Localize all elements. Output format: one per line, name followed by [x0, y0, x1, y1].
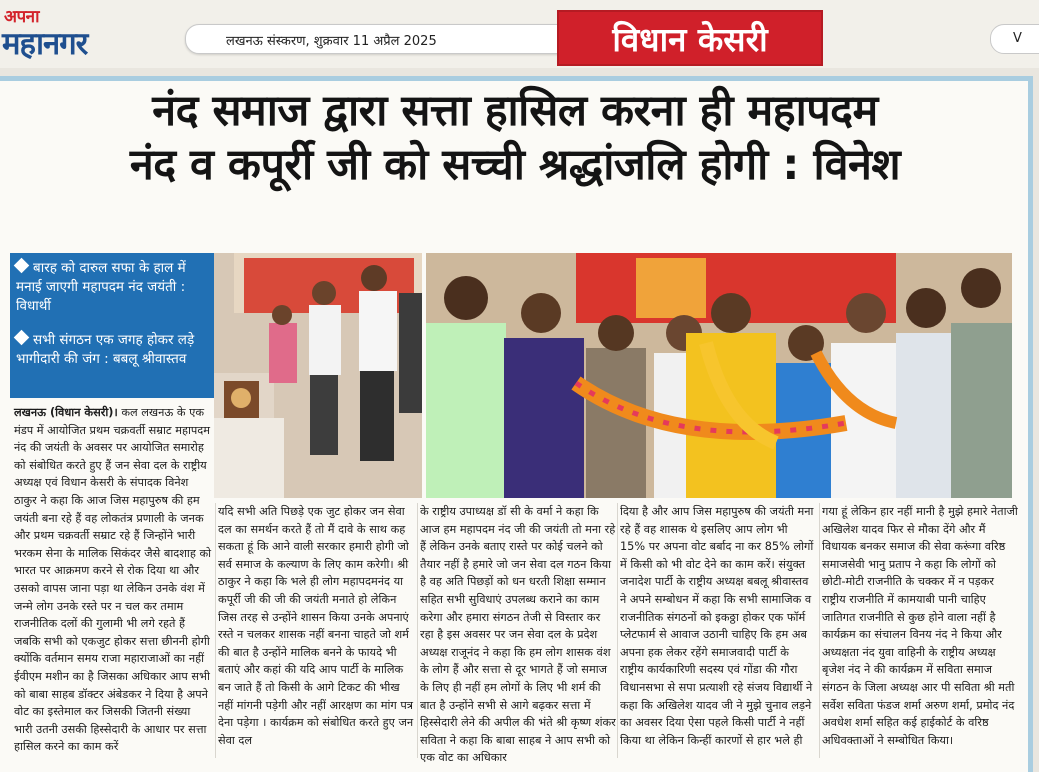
- highlight-text: सभी संगठन एक जगह होकर लड़े भागीदारी की जंग : बबलू श्रीवास्तव: [16, 332, 195, 367]
- article-headline: [10, 84, 1020, 192]
- brand-name: विधान केसरी: [612, 20, 768, 59]
- headline-line-1: नंद समाज द्वारा सत्ता हासिल करना ही महापदम: [152, 86, 878, 136]
- article-column-2: [218, 503, 416, 749]
- article-column-5: [822, 503, 1018, 749]
- publication-logo[interactable]: [2, 4, 152, 62]
- column-text: गया हूं लेकिन हार नहीं मानी है मुझे हमारे नेताजी अखिलेश यादव फिर से मौका देंगे और मैं विधायक बनकर समाज की सेवा करूंगा वरिष्ठ समाजसेवी भानु प्रताप ने कहा कि लोगों को छोटी-मोटी राजनीति के चक्कर में न पड़कर राष्ट्रीय राजनीति में कामयाबी पानी चाहिए जातिगत राजनीति से कुछ होने वाला नहीं है कार्यक्रम का संचालन विनय नंद ने किया और अध्यक्षता नंद युवा वाहिनी के राष्ट्रीय अध्यक्ष बृजेश नंद ने की कार्यक्रम में सविता समाज संगठन के जिला अध्यक्ष आर पी सविता श्री मती सर्वेश सविता फंडज शर्मा अरुण शर्मा, प्रमोद नंद अवधेश शर्मा सहित कई हाईकोर्ट के वरिष्ठ अधिवक्ताओं ने सम्बोधित किया।: [822, 505, 1018, 747]
- next-page-letter: V: [1013, 31, 1022, 46]
- column-divider: [617, 503, 618, 758]
- article-column-4: [620, 503, 816, 749]
- event-photo-small-art: [214, 253, 422, 498]
- event-photo-large: [426, 253, 1012, 498]
- event-photo-small: [214, 253, 422, 498]
- column-divider: [417, 503, 418, 758]
- highlight-item: [16, 331, 212, 369]
- logo-main-text: महानगर: [2, 26, 88, 62]
- article-dateline: लखनऊ (विधान केसरी)।: [14, 406, 118, 419]
- highlights-box: [10, 253, 214, 398]
- article-column-1: [14, 404, 212, 756]
- column-text: कल लखनऊ के एक मंडप में आयोजित प्रथम चक्रवर्ती सम्राट महापदम नंद की जयंती के अवसर पर आयोजित समारोह को संबोधित करते हुए हैं जन सेवा दल के राष्ट्रीय अध्यक्ष एवं विधान केसरी के संपादक विनेश ठाकुर ने कहा कि आज जिस महापुरुष की हम जयंती बना रहे हैं वह लोकतंत्र प्रणाली के जनक और प्रथम चक्रवर्ती सम्राट रहे हैं जिन्होंने भारी भरकम सेना के मालिक सिकंदर जैसे बादशाह को भारत पर आक्रमण करने से रोक दिया था और उसको वापस जाना पड़ा था लेकिन उनके वंश में जन्मे लोग उनके रस्ते पर न चल कर तमाम राजनीतिक दलों की गुलामी भी लगे रहते हैं जबकि सभी को एकजुट होकर सत्ता छीननी होगी क्योंकि वर्तमान समय राजा महाराजाओं का नहीं ईवीएम मशीन का है जिसका अधिकार आप सभी को बाबा साहब डॉक्टर अंबेडकर ने दिया है अपने वोट का इस्तेमाल कर जिसकी जितनी संख्या भारी उतनी उसकी हिस्सेदारी के आधार पर सत्ता हासिल करने का काम करें: [14, 406, 212, 754]
- column-text: दिया है और आप जिस महापुरुष की जयंती मना रहे हैं वह शासक थे इसलिए आप लोग भी 15% पर अपना वोट बर्बाद ना कर 85% लोगों में किसी को भी वोट देने का काम करें। संयुक्त जनादेश पार्टी के राष्ट्रीय अध्यक्ष बबलू श्रीवास्तव ने अपने सम्बोधन में कहा कि सभी सामाजिक व राजनीतिक संगठनों को इकठ्ठा होकर एक फॉर्म प्लेटफार्म से आवाज उठानी चाहिए कि हम अब अपना हक लेकर रहेंगे समाजवादी पार्टी के राष्ट्रीय कार्यकारिणी सदस्य एवं गोंडा की गौरा विधानसभा से सपा प्रत्याशी रहे संजय विद्यार्थी ने कहा कि अखिलेश यादव जी ने मुझे चुनाव लड़ने का अवसर दिया ऐसा पहले किसी पार्टी ने नहीं किया था लेकिन किन्हीं कारणों से हार भले ही: [620, 505, 814, 747]
- article-column-3: [420, 503, 616, 767]
- edition-date-text: लखनऊ संस्करण, शुक्रवार 11 अप्रैल 2025: [226, 34, 437, 49]
- masthead: [0, 0, 1039, 68]
- column-text: के राष्ट्रीय उपाध्यक्ष डॉ सी के वर्मा ने कहा कि आज हम महापदम नंद जी की जयंती तो मना रहे हैं लेकिन उनके बताए रास्ते पर कोई चलने को तैयार नहीं है हमारे जो जन सेवा दल गठन किया है वह अति पिछड़ों को धन धरती शिक्षा सम्मान सहित सभी सुविधाएं उपलब्ध कराने का काम करेगा और हमारा संगठन तेजी से विस्तार कर रहा है इस अवसर पर जन सेवा दल के प्रदेश अध्यक्ष राजूनंद ने कहा कि हम लोग शासक वंश के लोग हैं और सत्ता से दूर भागते हैं जो समाज के लिए ही नहीं हम लोगों के लिए भी शर्म की बात है उन्होंने सभी से आगे बढ़कर सत्ता में हिस्सेदारी लेने की अपील की भंते श्री कृष्ण शंकर सविता ने कहा कि बाबा साहब ने आप सभी को एक वोट का अधिकार: [420, 505, 616, 765]
- headline-line-2: नंद व कपूर्री जी को सच्ची श्रद्धांजलि होगी : विनेश: [129, 140, 901, 190]
- next-page-tab[interactable]: [990, 24, 1039, 54]
- column-divider: [819, 503, 820, 758]
- column-text: यदि सभी अति पिछड़े एक जुट होकर जन सेवा दल का समर्थन करते हैं तो मैं दावे के साथ कह सकता हूं कि आने वाली सरकार हमारी होगी जो सर्व समाज के कल्याण के लिए काम करेगी। श्री ठाकुर ने कहा कि भले ही लोग महापदमनंद या कपूर्री जी की जी की जयंती मनाते हो लेकिन जिस तरह से उन्होंने शासन किया उनके अपनाएं रस्ते न चलकर शासक नहीं बनना चाहते जो शर्म की बात है उन्होंने मालिक बनने के फायदे भी बताएं और कहां की यदि आप पार्टी के मालिक बन जाते हैं तो किसी के आगे टिकट की भीख नहीं मांगनी पड़ेगी और नहीं आरक्षण का मांग पत्र देना पड़ेगा । कार्यक्रम को संबोधित करते हुए जन सेवा दल: [218, 505, 414, 747]
- brand-banner: [557, 10, 823, 66]
- logo-small-text: अपना: [4, 7, 39, 27]
- diamond-bullet-icon: [14, 258, 30, 274]
- column-divider: [215, 503, 216, 758]
- highlight-text: बारह को दारुल सफा के हाल में मनाई जाएगी महापदम नंद जयंती : विधार्थी: [16, 260, 186, 314]
- highlight-item: [16, 259, 212, 316]
- event-photo-large-art: [426, 253, 1012, 498]
- diamond-bullet-icon: [14, 330, 30, 346]
